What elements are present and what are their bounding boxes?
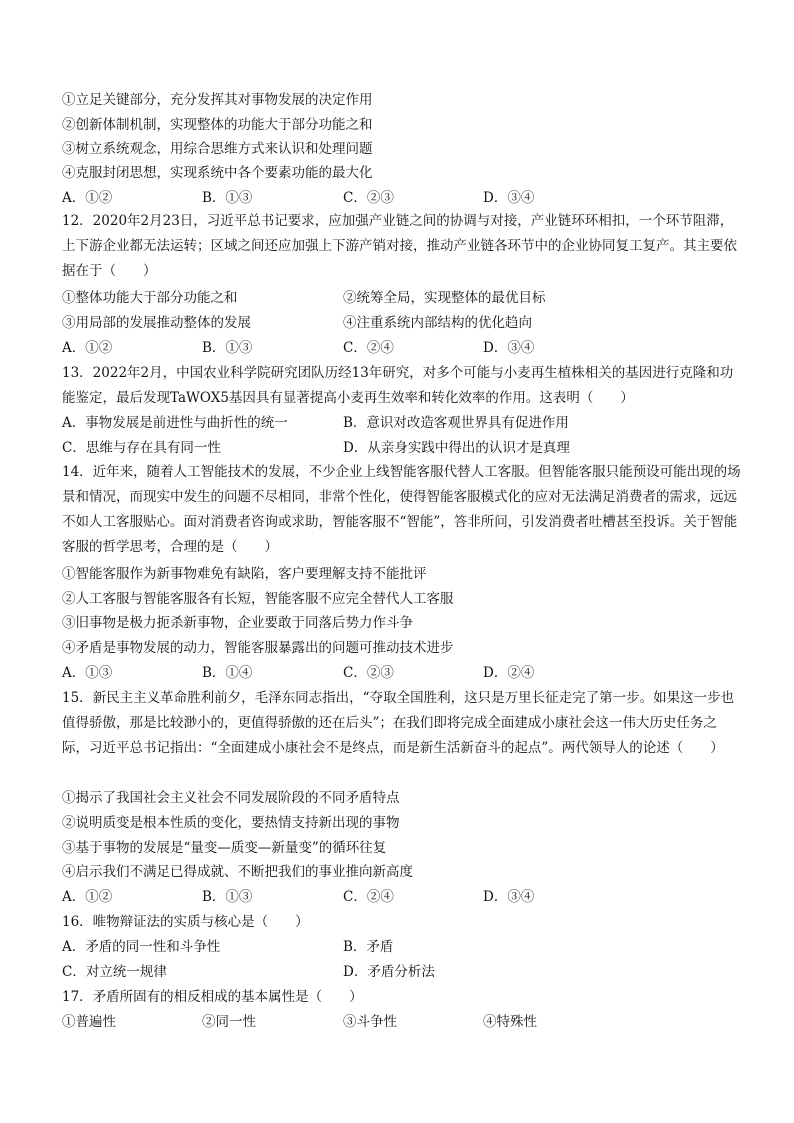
q11-statement-2: ②创新体制机制，实现整体的功能大于部分功能之和 (62, 117, 373, 133)
q14-statement-3: ③旧事物是极力扼杀新事物，企业要敢于同落后势力作斗争 (62, 615, 413, 631)
q15-option-a[interactable]: A．①② (62, 889, 113, 905)
q15-options (62, 886, 742, 908)
q15-stem: 15．新民主主义革命胜利前夕，毛泽东同志指出，“夺取全国胜利，这只是万里长征走完了第一步。如果这一步也值得骄傲，那是比较渺小的，更值得骄傲的还在后头”；在我们即将完成全面建成小康社会这一伟大历史任务之际，习近平总书记指出：“全面建成小康社会不是终点，而是新生活新奋斗的起点”。两代领导人的论述（ ） (62, 690, 735, 756)
q11-statement-3: ③树立系统观念，用综合思维方式来认识和处理问题 (62, 141, 373, 157)
q14-options (62, 662, 742, 684)
q17-option-1[interactable]: ①普遍性 (62, 1014, 116, 1030)
q14-option-d[interactable]: D．②④ (483, 665, 535, 681)
q17-option-4[interactable]: ④特殊性 (483, 1014, 537, 1030)
q11-statement-4: ④克服封闭思想，实现系统中各个要素功能的最大化 (62, 165, 373, 181)
q15-statement-3: ③基于事物的发展是“量变—质变—新量变”的循环往复 (62, 840, 387, 856)
q16-option-c[interactable]: C．对立统一规律 (62, 964, 167, 980)
q11-option-c[interactable]: C．②③ (343, 190, 394, 206)
q15-statement-4: ④启示我们不满足已得成就、不断把我们的事业推向新高度 (62, 864, 413, 880)
q17-options (62, 1011, 742, 1033)
q12-option-c[interactable]: C．②④ (343, 340, 394, 356)
q12-statement-4: ④注重系统内部结构的优化趋向 (343, 315, 532, 331)
q17-option-3[interactable]: ③斗争性 (343, 1014, 397, 1030)
q15-option-c[interactable]: C．②④ (343, 889, 394, 905)
q14-statement-2: ②人工客服与智能客服各有长短，智能客服不应完全替代人工客服 (62, 591, 454, 607)
q11-option-a[interactable]: A．①② (62, 190, 113, 206)
q13-option-d[interactable]: D．从亲身实践中得出的认识才是真理 (343, 440, 570, 456)
q15-statement-2: ②说明质变是根本性质的变化，要热情支持新出现的事物 (62, 815, 400, 831)
q16-options-row-2 (62, 961, 742, 983)
q14-stem: 14．近年来，随着人工智能技术的发展，不少企业上线智能客服代替人工客服。但智能客服只能预设可能出现的场景和情况，而现实中发生的问题不尽相同，非常个性化，使得智能客服模式化的应对无法满足消费者的需求，远远不如人工客服贴心。面对消费者咨询或求助，智能客服不“智能”，答非所问，引发消费者吐槽甚至投诉。关于智能客服的哲学思考，合理的是（ ） (62, 464, 741, 555)
q12-stem: 12．2020年2月23日，习近平总书记要求，应加强产业链之间的协调与对接，产业链环环相扣，一个环节阻滞，上下游企业都无法运转；区域之间还应加强上下游产销对接，推动产业链各环节中的企业协同复工复产。其主要依据在于（ ） (62, 213, 737, 279)
q17-option-2[interactable]: ②同一性 (202, 1014, 256, 1030)
q11-statement-1: ①立足关键部分，充分发挥其对事物发展的决定作用 (62, 92, 373, 108)
q12-option-a[interactable]: A．①② (62, 340, 113, 356)
q11-option-d[interactable]: D．③④ (483, 190, 535, 206)
q12-statement-2: ②统筹全局，实现整体的最优目标 (343, 290, 546, 306)
q14-statement-1: ①智能客服作为新事物难免有缺陷，客户要理解支持不能批评 (62, 566, 427, 582)
q13-options-row-2 (62, 437, 742, 459)
q14-option-b[interactable]: B．①④ (202, 665, 253, 681)
q13-option-a[interactable]: A．事物发展是前进性与曲折性的统一 (62, 415, 288, 431)
q16-option-a[interactable]: A．矛盾的同一性和斗争性 (62, 939, 221, 955)
q15-option-b[interactable]: B．①③ (202, 889, 253, 905)
q14-option-a[interactable]: A．①③ (62, 665, 113, 681)
q12-statements-row-2 (62, 312, 742, 334)
q13-option-c[interactable]: C．思维与存在具有同一性 (62, 440, 221, 456)
q13-options-row-1 (62, 412, 742, 434)
q12-statements-row-1 (62, 287, 742, 309)
q17-stem: 17．矛盾所固有的相反相成的基本属性是（ ） (62, 989, 363, 1005)
q11-option-b[interactable]: B．①③ (202, 190, 253, 206)
q13-stem: 13．2022年2月，中国农业科学院研究团队历经13年研究，对多个可能与小麦再生植株相关的基因进行克隆和功能鉴定，最后发现TaWOX5基因具有显著提高小麦再生效率和转化效率的作用。这表明（ ） (62, 365, 734, 406)
q12-statement-1: ①整体功能大于部分功能之和 (62, 290, 238, 306)
q14-option-c[interactable]: C．②③ (343, 665, 394, 681)
q13-option-b[interactable]: B．意识对改造客观世界具有促进作用 (343, 415, 569, 431)
q16-option-b[interactable]: B．矛盾 (343, 939, 394, 955)
q16-options-row-1 (62, 936, 742, 958)
q12-options (62, 337, 742, 359)
q15-option-d[interactable]: D．③④ (483, 889, 535, 905)
q14-statement-4: ④矛盾是事物发展的动力，智能客服暴露出的问题可推动技术进步 (62, 640, 454, 656)
q15-statement-1: ①揭示了我国社会主义社会不同发展阶段的不同矛盾特点 (62, 790, 400, 806)
q16-option-d[interactable]: D．矛盾分析法 (343, 964, 435, 980)
q12-statement-3: ③用局部的发展推动整体的发展 (62, 315, 251, 331)
q12-option-b[interactable]: B．①③ (202, 340, 253, 356)
q11-options (62, 187, 742, 209)
q12-option-d[interactable]: D．③④ (483, 340, 535, 356)
q16-stem: 16．唯物辩证法的实质与核心是（ ） (62, 914, 309, 930)
